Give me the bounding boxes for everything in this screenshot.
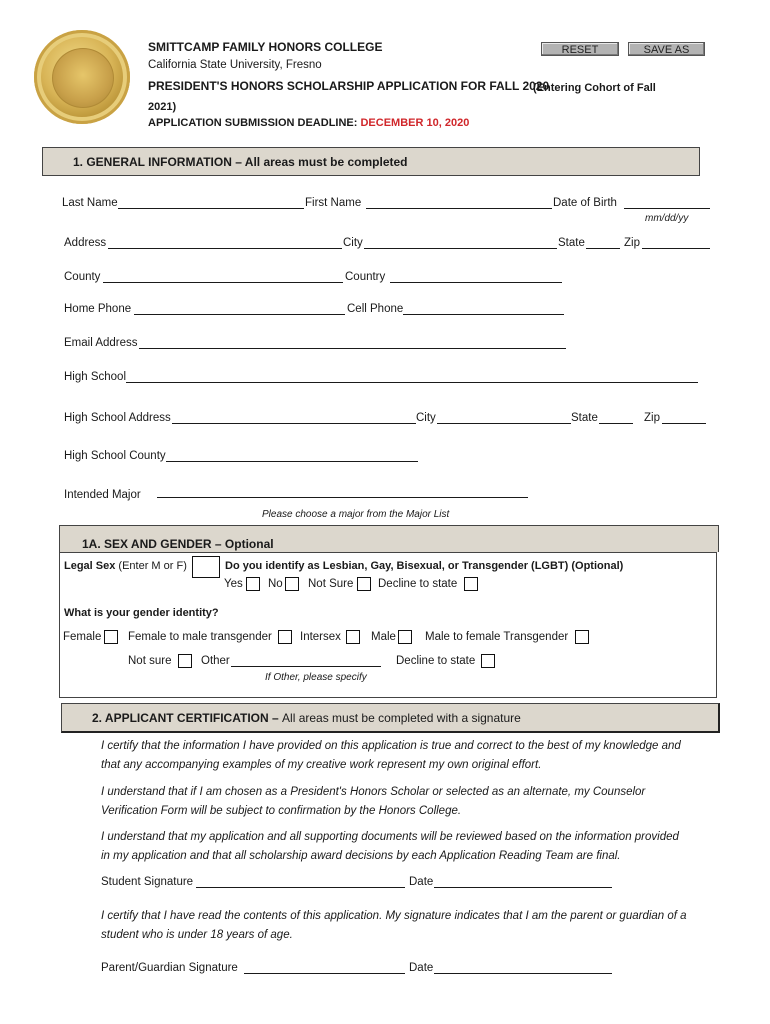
lgbt-decline-checkbox[interactable]: [464, 577, 478, 591]
state-label: State: [558, 237, 585, 249]
other-hint: If Other, please specify: [265, 672, 367, 683]
parent-signature-field[interactable]: [244, 973, 405, 974]
legal-sex-hint: (Enter M or F): [118, 560, 187, 572]
male-label: Male: [371, 631, 396, 643]
zip-field[interactable]: [642, 248, 710, 249]
lgbt-yes-label: Yes: [224, 578, 243, 590]
m2f-checkbox[interactable]: [575, 630, 589, 644]
hs-state-field[interactable]: [599, 423, 633, 424]
intersex-label: Intersex: [300, 631, 341, 643]
lgbt-decline-label: Decline to state: [378, 578, 458, 590]
student-date-field[interactable]: [434, 887, 612, 888]
title-main: PRESIDENT'S HONORS SCHOLARSHIP APPLICATION FOR FALL 2020: [148, 79, 550, 93]
hs-county-label: High School County: [64, 450, 166, 462]
high-school-field[interactable]: [126, 382, 698, 383]
first-name-label: First Name: [305, 197, 362, 209]
lgbt-not-sure-checkbox[interactable]: [357, 577, 371, 591]
lgbt-no-label: No: [268, 578, 283, 590]
state-field[interactable]: [586, 248, 620, 249]
gender-not-sure-checkbox[interactable]: [178, 654, 192, 668]
lgbt-no-checkbox[interactable]: [285, 577, 299, 591]
intended-major-dropdown[interactable]: [157, 497, 528, 498]
section-1a-frame: [59, 552, 717, 698]
section-2-header: [61, 703, 720, 733]
intersex-checkbox[interactable]: [346, 630, 360, 644]
parent-signature-label: Parent/Guardian Signature: [101, 962, 238, 974]
university-seal-logo: [34, 30, 130, 124]
last-name-field[interactable]: [118, 208, 304, 209]
parent-date-field[interactable]: [434, 973, 612, 974]
county-field[interactable]: [103, 282, 343, 283]
deadline-label: APPLICATION SUBMISSION DEADLINE:: [148, 117, 358, 129]
gender-other-field[interactable]: [231, 666, 381, 667]
section-1-title: 1. GENERAL INFORMATION – All areas must be completed: [73, 155, 408, 169]
cell-phone-field[interactable]: [403, 314, 564, 315]
cohort-note: (Entering Cohort of Fall 2021): [148, 82, 656, 113]
parent-date-label: Date: [409, 962, 434, 974]
dob-format-hint: mm/dd/yy: [645, 213, 689, 224]
email-label: Email Address: [64, 337, 138, 349]
country-label: Country: [345, 271, 386, 283]
m2f-label: Male to female Transgender: [425, 631, 569, 643]
lgbt-question: Do you identify as Lesbian, Gay, Bisexual, or Transgender (LGBT) (Optional): [225, 560, 624, 572]
hs-state-label: State: [571, 412, 598, 424]
parent-certification-para: I certify that I have read the contents of this application. My signature indicates that I am the parent or guardian of a student who is under 18 years of age.: [101, 910, 687, 941]
last-name-label: Last Name: [62, 197, 118, 209]
university-name: California State University, Fresno: [148, 59, 322, 71]
high-school-label: High School: [64, 371, 127, 383]
reset-button[interactable]: RESET: [541, 42, 619, 56]
country-field[interactable]: [390, 282, 562, 283]
section-1a-header: [59, 525, 719, 552]
hs-zip-label: Zip: [644, 412, 660, 424]
cell-phone-label: Cell Phone: [347, 303, 404, 315]
college-name: SMITTCAMP FAMILY HONORS COLLEGE: [148, 40, 383, 54]
f2m-label: Female to male transgender: [128, 631, 272, 643]
dob-label: Date of Birth: [553, 197, 617, 209]
student-signature-label: Student Signature: [101, 876, 194, 888]
intended-major-label: Intended Major: [64, 489, 141, 501]
legal-sex-line: [64, 560, 187, 572]
dob-field[interactable]: [624, 208, 710, 209]
gender-decline-label: Decline to state: [396, 655, 476, 667]
hs-address-label: High School Address: [64, 412, 171, 424]
f2m-checkbox[interactable]: [278, 630, 292, 644]
gender-not-sure-label: Not sure: [128, 655, 172, 667]
gender-other-label: Other: [201, 655, 230, 667]
section-2-title-bold: 2. APPLICANT CERTIFICATION –: [92, 711, 279, 725]
email-field[interactable]: [139, 348, 566, 349]
city-field[interactable]: [364, 248, 557, 249]
address-label: Address: [64, 237, 107, 249]
first-name-field[interactable]: [366, 208, 552, 209]
home-phone-label: Home Phone: [64, 303, 132, 315]
hs-county-field[interactable]: [166, 461, 418, 462]
gender-question: What is your gender identity?: [64, 607, 219, 619]
major-hint: Please choose a major from the Major List: [262, 509, 450, 520]
female-label: Female: [63, 631, 102, 643]
certification-para-3: I understand that my application and all supporting documents will be reviewed based on the information provided in my application and that all scholarship award decisions by each Application Reading Team are final.: [101, 831, 679, 862]
deadline-line: [148, 117, 469, 129]
hs-city-label: City: [416, 412, 436, 424]
county-label: County: [64, 271, 101, 283]
female-checkbox[interactable]: [104, 630, 118, 644]
address-field[interactable]: [108, 248, 342, 249]
certification-para-2: I understand that if I am chosen as a President's Honors Scholar or selected as an alternate, my Counselor Verification Form will be subject to confirmation by the Honors College.: [101, 786, 646, 817]
legal-sex-input[interactable]: [192, 556, 220, 578]
section-2-title: [92, 711, 521, 725]
certification-para-1: I certify that the information I have provided on this application is true and correct to the best of my knowledge and that any accompanying examples of my creative work represent my own original effort.: [101, 740, 681, 771]
deadline-date: DECEMBER 10, 2020: [360, 117, 470, 129]
lgbt-yes-checkbox[interactable]: [246, 577, 260, 591]
legal-sex-label: Legal Sex: [64, 560, 116, 572]
section-1-header: [42, 147, 700, 176]
hs-address-field[interactable]: [172, 423, 416, 424]
hs-zip-field[interactable]: [662, 423, 706, 424]
lgbt-not-sure-label: Not Sure: [308, 578, 354, 590]
save-as-button[interactable]: SAVE AS: [628, 42, 705, 56]
student-date-label: Date: [409, 876, 434, 888]
section-2-title-rest: All areas must be completed with a signature: [282, 711, 521, 725]
home-phone-field[interactable]: [134, 314, 345, 315]
gender-decline-checkbox[interactable]: [481, 654, 495, 668]
section-1a-title: 1A. SEX AND GENDER – Optional: [82, 537, 274, 551]
hs-city-field[interactable]: [437, 423, 571, 424]
city-label: City: [343, 237, 363, 249]
male-checkbox[interactable]: [398, 630, 412, 644]
student-signature-field[interactable]: [196, 887, 405, 888]
zip-label: Zip: [624, 237, 640, 249]
